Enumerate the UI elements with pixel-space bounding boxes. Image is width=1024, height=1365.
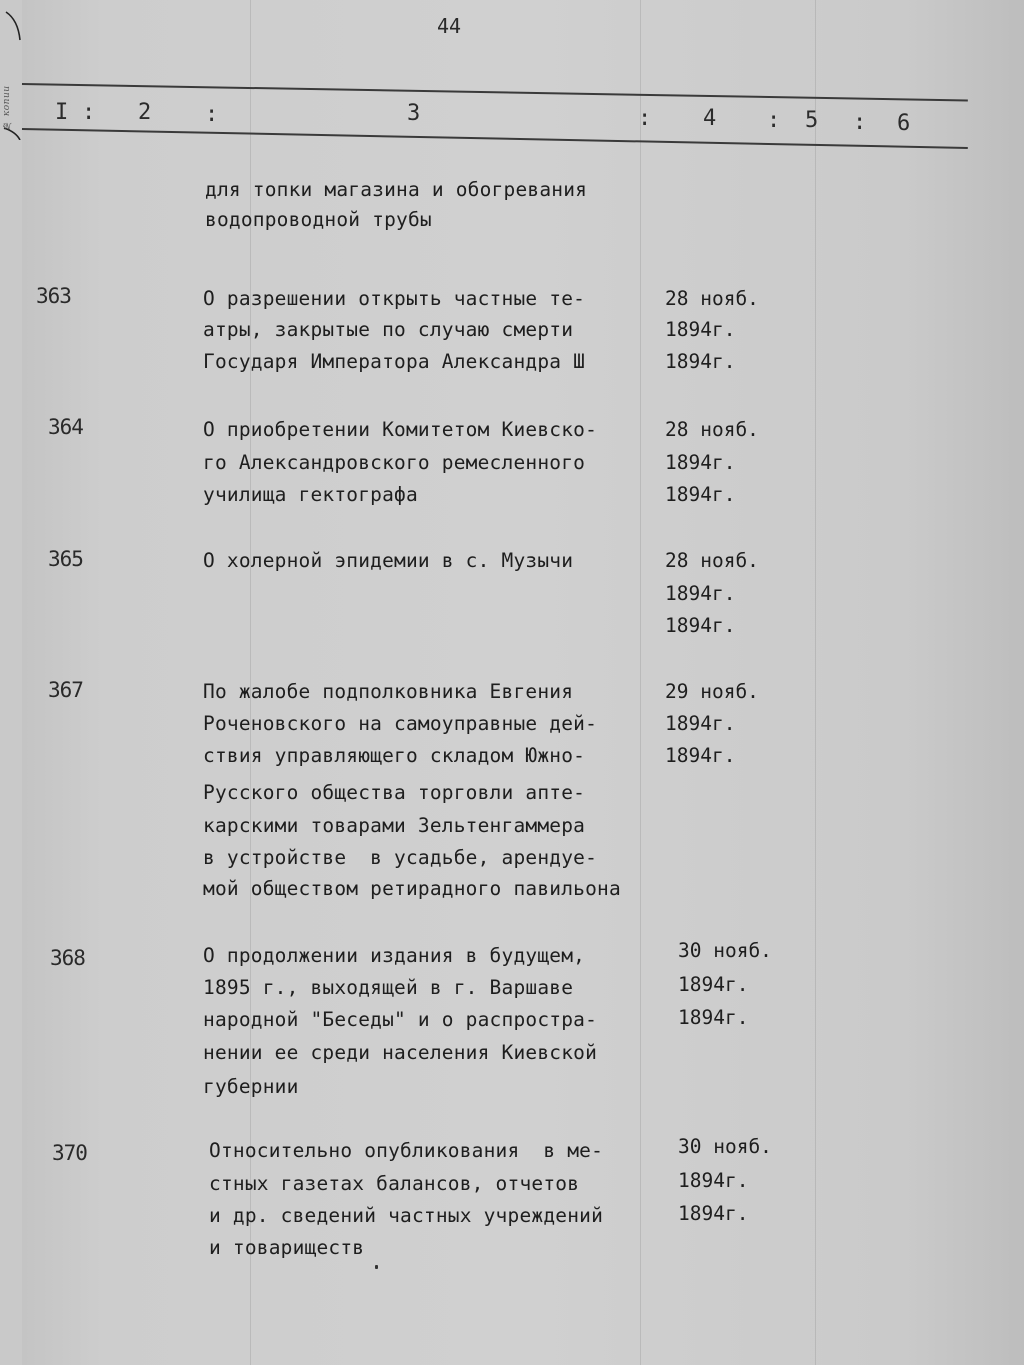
description-line: мой обществом ретирадного павильона — [203, 877, 621, 900]
description-line: нении ее среди населения Киевской — [203, 1041, 598, 1064]
column-header-2: 2 — [138, 100, 152, 125]
description-line: и товариществ — [209, 1236, 365, 1259]
entry-date: 30 нояб. — [678, 939, 772, 962]
entry-number: 370 — [52, 1141, 87, 1165]
description-line: Роченовского на самоуправные дей- — [203, 712, 598, 735]
column-separator: : — [82, 100, 96, 125]
column-header-4: 4 — [703, 106, 717, 131]
entry-date: 28 нояб. — [665, 287, 759, 310]
description-line: Государя Императора Александра Ш — [203, 350, 586, 373]
entry-year: 1894г. — [665, 614, 736, 637]
description-line: и др. сведений частных учреждений — [209, 1204, 604, 1227]
entry-date: 30 нояб. — [678, 1135, 772, 1158]
description-line: стных газетах балансов, отчетов — [209, 1172, 580, 1195]
description-line: в устройстве в усадьбе, арендуе- — [203, 846, 598, 869]
description-line: О продолжении издания в будущем, — [203, 944, 586, 967]
entry-date: 28 нояб. — [665, 549, 759, 572]
column-header-1: I — [55, 100, 69, 125]
entry-year: 1894г. — [665, 318, 736, 341]
description-line: училища гектографа — [203, 483, 418, 506]
description-line: По жалобе подполковника Евгения — [203, 680, 574, 703]
column-header-3: 3 — [407, 101, 421, 126]
description-line: ствия управляющего складом Южно- — [203, 744, 586, 767]
entry-date: 28 нояб. — [665, 418, 759, 441]
description-line: Относительно опубликования в ме- — [209, 1139, 604, 1162]
entry-year: 1894г. — [665, 744, 736, 767]
column-header-6: 6 — [897, 111, 911, 136]
description-line: водопроводной трубы — [205, 208, 432, 231]
description-line: Русского общества торговли апте- — [203, 781, 586, 804]
column-header-5: 5 — [805, 108, 819, 133]
margin-stamp — [0, 10, 22, 130]
entry-year: 1894г. — [665, 350, 736, 373]
entry-number: 365 — [48, 547, 83, 571]
entry-number: 367 — [48, 678, 83, 702]
entry-date: 29 нояб. — [665, 680, 759, 703]
description-line: О холерной эпидемии в с. Музычи — [203, 549, 574, 572]
entry-number: 364 — [48, 415, 83, 439]
entry-number: 368 — [50, 946, 85, 970]
description-line: для топки магазина и обогревания — [205, 178, 588, 201]
paper-fold-line — [815, 0, 816, 1365]
description-line: народной "Беседы" и о распростра- — [203, 1008, 598, 1031]
entry-year: 1894г. — [665, 483, 736, 506]
description-line: губернии — [203, 1075, 299, 1098]
entry-year: 1894г. — [678, 1202, 749, 1225]
entry-year: 1894г. — [665, 712, 736, 735]
description-line: атры, закрытые по случаю смерти — [203, 318, 574, 341]
page-number: 44 — [437, 14, 462, 38]
column-separator: : — [853, 110, 867, 135]
description-line: О приобретении Комитетом Киевско- — [203, 418, 598, 441]
entry-number: 363 — [36, 284, 71, 308]
entry-year: 1894г. — [678, 973, 749, 996]
column-separator: : — [767, 108, 781, 133]
entry-year: 1894г. — [665, 582, 736, 605]
paper-fold-line — [640, 0, 641, 1365]
description-line: О разрешении открыть частные те- — [203, 287, 586, 310]
description-line: го Александровского ремесленного — [203, 451, 586, 474]
entry-year: 1894г. — [665, 451, 736, 474]
entry-year: 1894г. — [678, 1006, 749, 1029]
entry-year: 1894г. — [678, 1169, 749, 1192]
column-separator: : — [205, 102, 219, 127]
ink-speck — [375, 1265, 378, 1269]
description-line: карскими товарами Зельтенгаммера — [203, 814, 586, 837]
margin-stamp-label: № копии — [2, 85, 12, 130]
column-separator: : — [638, 106, 652, 131]
description-line: 1895 г., выходящей в г. Варшаве — [203, 976, 574, 999]
